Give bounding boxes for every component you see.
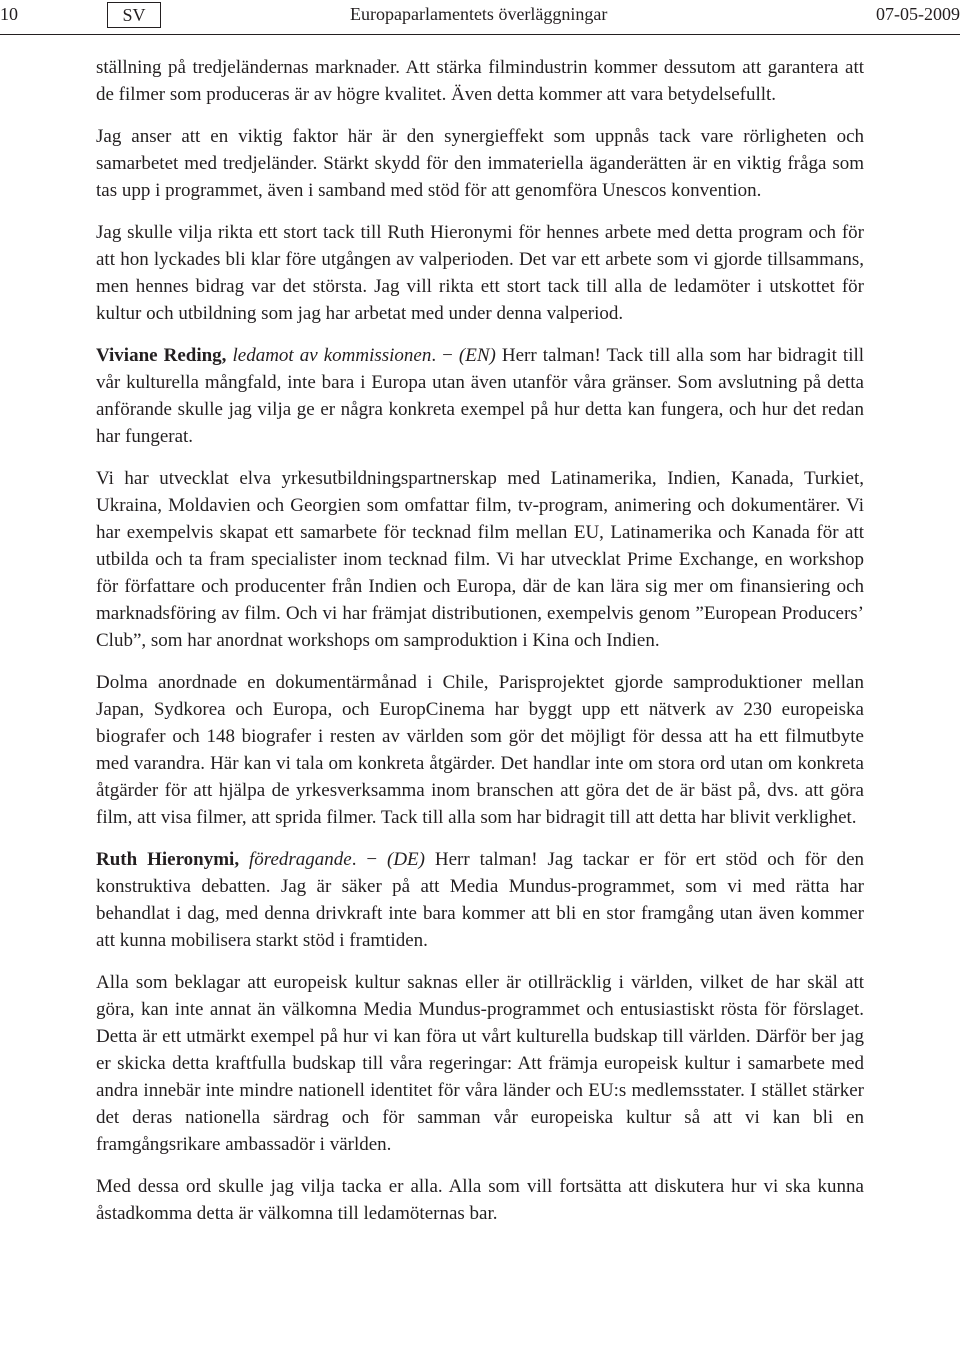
- paragraph: Alla som beklagar att europeisk kultur saknas eller är otillräcklig i världen, vilket de har skäl att göra, kan inte annat än välkomna Media Mundus-programmet och entusiastiskt rösta för förslaget. Detta är ett utmärkt exempel på hur vi kan föra ut vårt kulturella budskap till världen. Därför ber jag er skicka detta kraftfulla budskap till våra regeringar: Att främja europeisk kultur i samarbete med andra innebär inte mindre nationell identitet för våra länder och EU:s medlemsstater. I stället stärker det deras nationella särdrag och för samman vår europeiska kultur så att vi kan bli en framgångsrikare ambassadör i världen.: [96, 972, 864, 1155]
- paragraph: Med dessa ord skulle jag vilja tacka er alla. Alla som vill fortsätta att diskutera hur vi ska kunna åstadkomma detta är välkomna till ledamöternas bar.: [96, 1176, 864, 1224]
- document-body: [96, 54, 864, 1242]
- paragraph: Dolma anordnade en dokumentärmånad i Chile, Parisprojektet gjorde samproduktioner mellan Japan, Sydkorea och Europa, och EuropCinema har byggt upp ett nätverk av 230 europeiska biografer och 148 biografer i resten av världen som gör det möjligt för dessa att ha ett filmutbyte med varandra. Här kan vi tala om konkreta åtgärder. Det handlar inte om stora ord utan om konkreta åtgärder för att hjälpa de yrkesverksamma inom branschen att göra det de är bäst på, dvs. att göra film, att visa filmer, att sprida filmer. Tack till alla som har bidragit till att detta har blivit verklighet.: [96, 672, 864, 828]
- speaker-role: ledamot av kommissionen: [232, 345, 432, 366]
- page-header: [0, 0, 960, 35]
- speaker-role: föredragande: [249, 849, 352, 870]
- speaker-name: Ruth Hieronymi,: [96, 849, 240, 870]
- paragraph: ställning på tredjeländernas marknader. Att stärka filmindustrin kommer dessutom att garantera att de filmer som produceras är av högre kvalitet. Även detta kommer att vara betydelsefullt.: [96, 57, 864, 105]
- speech-separator: . −: [431, 345, 453, 366]
- language-badge: SV: [107, 2, 161, 28]
- paragraph: Vi har utvecklat elva yrkesutbildningspartnerskap med Latinamerika, Indien, Kanada, Turkiet, Ukraina, Moldavien och Georgien som omfattar film, tv-program, animering och dokumentärer. Vi har exempelvis skapat ett samarbete för tecknad film mellan EU, Latinamerika och Kanada för att utbilda och ta fram specialister inom tecknad film. Vi har utvecklat Prime Exchange, en workshop för författare och producenter från Indien och Europa, där de kan lära sig mer om finansiering och marknadsföring av film. Och vi har främjat distributionen, exempelvis genom ”European Producers’ Club”, som har anordnat workshops om samproduktion i Kina och Indien.: [96, 468, 864, 651]
- speaker-name: Viviane Reding,: [96, 345, 227, 366]
- speech-text: Herr talman! Jag tackar er för ert stöd och för den konstruktiva debatten. Jag är säker på att Media Mundus-programmet, som vi med rätta har behandlat i dag, med denna drivkraft inte bara kommer att bli en stor framgång utan även kommer att kunna mobilisera starkt stöd i framtiden.: [96, 849, 865, 951]
- speech-separator: . −: [351, 849, 378, 870]
- page-number: 10: [0, 4, 18, 24]
- speech-language: (DE): [387, 849, 425, 870]
- speech-language: (EN): [458, 345, 496, 366]
- speech-text: Herr talman! Tack till alla som har bidragit till vår kulturella mångfald, inte bara i Europa utan även utanför våra gränser. Som avslutning på detta anförande skulle jag vilja ge er några konkreta exempel på hur detta kan fungera, och hur det redan har fungerat.: [96, 345, 865, 447]
- speech-hieronymi: [96, 846, 864, 954]
- paragraph: Jag skulle vilja rikta ett stort tack till Ruth Hieronymi för hennes arbete med detta program och för att hon lyckades bli klar före utgången av valperioden. Det var ett arbete som vi gjorde tillsammans, men hennes bidrag var det största. Jag vill rikta ett stort tack till alla de ledamöter i utskottet för kultur och utbildning som jag har arbetat med under denna valperiod.: [96, 222, 864, 324]
- speech-reding: [96, 342, 864, 450]
- paragraph: Jag anser att en viktig faktor här är den synergieffekt som uppnås tack vare rörligheten och samarbetet med tredjeländer. Stärkt skydd för den immateriella äganderätten är en viktig fråga som tas upp i programmet, även i samband med stöd för att genomföra Unescos konvention.: [96, 126, 864, 201]
- publication-date: 07-05-2009: [876, 4, 960, 24]
- publication-title: Europaparlamentets överläggningar: [350, 4, 608, 24]
